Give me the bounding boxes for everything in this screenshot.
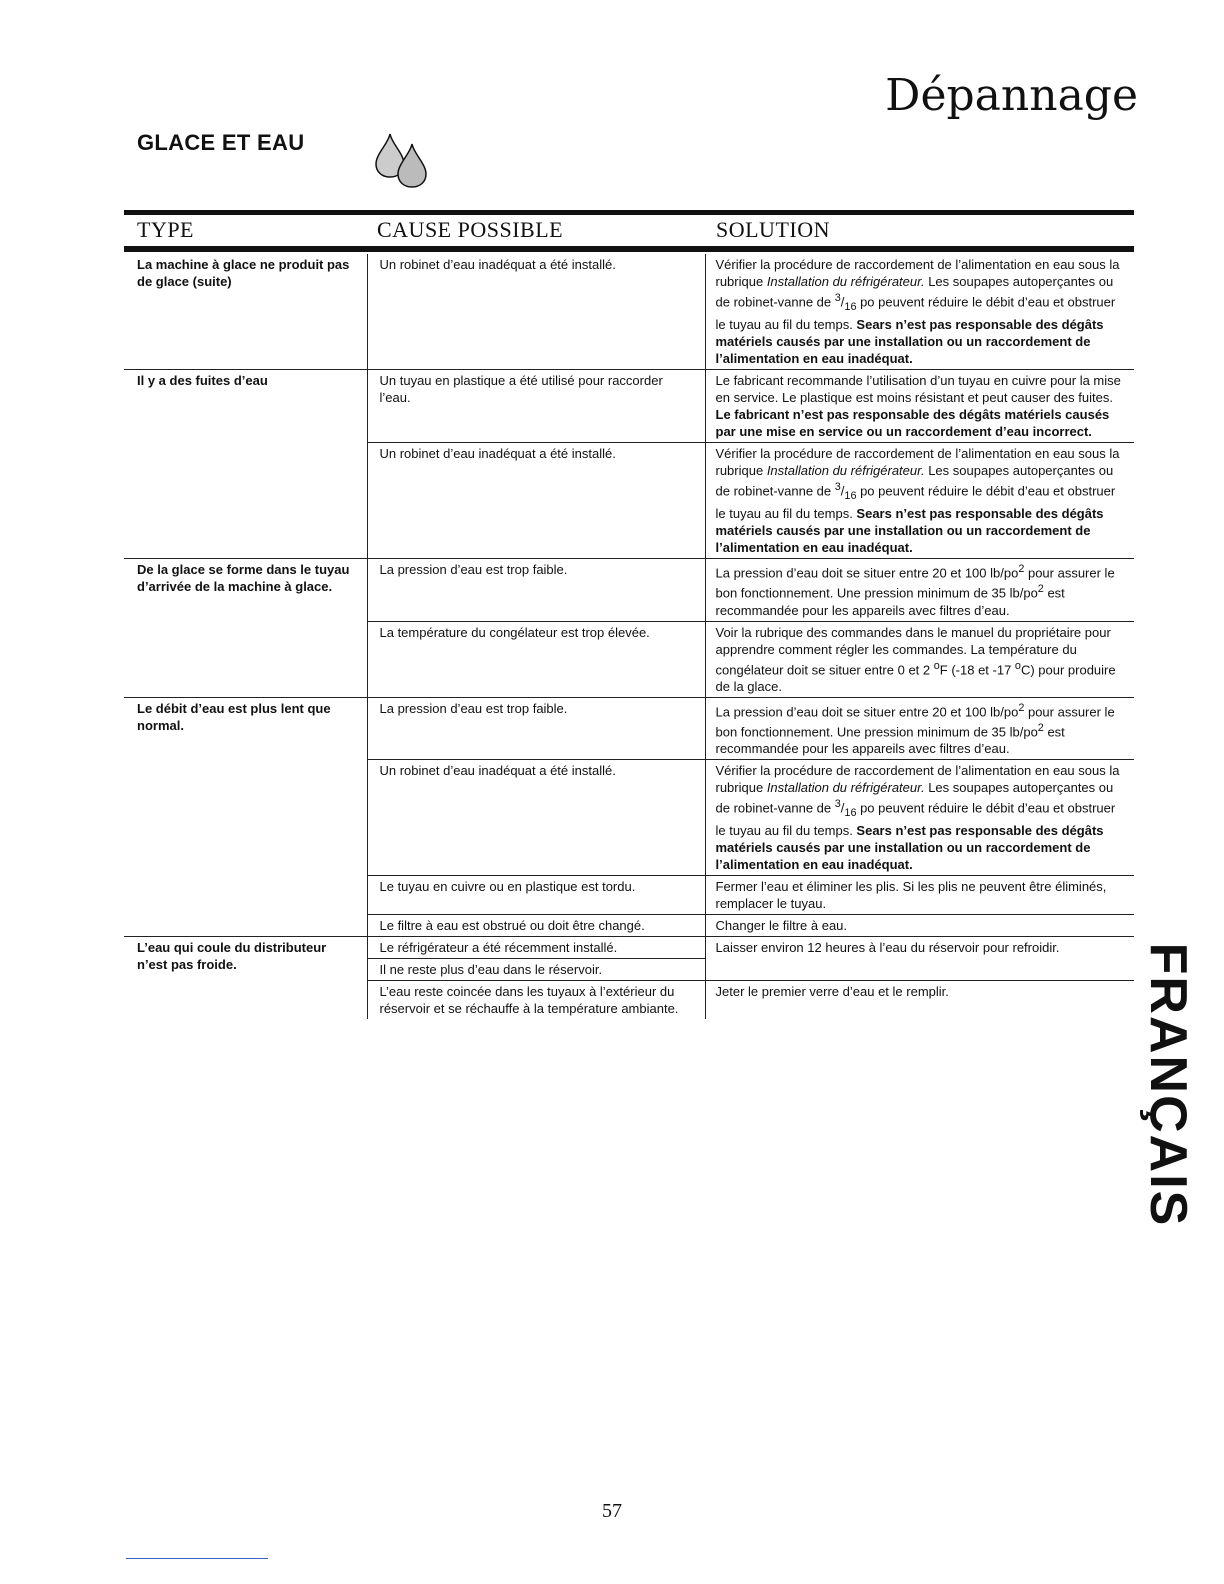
possible-cause: Il ne reste plus d’eau dans le réservoir.: [367, 959, 705, 981]
possible-cause: La température du congélateur est trop élevée.: [367, 621, 705, 697]
solution: Vérifier la procédure de raccordement de l’alimentation en eau sous la rubrique Installation du réfrigérateur. Les soupapes autoperçantes ou de robinet-vanne de $^3/_{16}$ po peuvent réduire le débit d’eau et obstruer le tuyau au fil du temps. Sears n’est pas responsable des dégâts matériels causés par une installation ou un raccordement de l’alimentation en eau inadéquat.: [705, 760, 1134, 876]
table-row: [124, 254, 1134, 369]
possible-cause: Un tuyau en plastique a été utilisé pour raccorder l’eau.: [367, 369, 705, 442]
solution: Laisser environ 12 heures à l’eau du réservoir pour refroidir.: [705, 937, 1134, 981]
solution: La pression d’eau doit se situer entre 20 et 100 $lb/po^2$ pour assurer le bon fonctionnement. Une pression minimum de 35 $lb/po^2$ est recommandée pour les appareils avec filtres d’eau.: [705, 697, 1134, 760]
problem-type: La machine à glace ne produit pas de glace (suite): [124, 254, 367, 369]
header-top-rule: [124, 210, 1134, 215]
possible-cause: La pression d’eau est trop faible.: [367, 558, 705, 621]
problem-type: Il y a des fuites d’eau: [124, 369, 367, 558]
possible-cause: Le filtre à eau est obstrué ou doit être changé.: [367, 915, 705, 937]
table-row: [124, 937, 1134, 959]
solution: Jeter le premier verre d’eau et le remplir.: [705, 981, 1134, 1020]
header-cause: CAUSE POSSIBLE: [377, 217, 564, 242]
table-row: [124, 697, 1134, 760]
solution: Vérifier la procédure de raccordement de l’alimentation en eau sous la rubrique Installation du réfrigérateur. Les soupapes autoperçantes ou de robinet-vanne de $^3/_{16}$ po peuvent réduire le débit d’eau et obstruer le tuyau au fil du temps. Sears n’est pas responsable des dégâts matériels causés par une installation ou un raccordement de l’alimentation en eau inadéquat.: [705, 254, 1134, 369]
table-row: [124, 369, 1134, 442]
section-title: GLACE ET EAU: [137, 130, 305, 155]
solution: Voir la rubrique des commandes dans le manuel du propriétaire pour apprendre comment régler les commandes. La température du congélateur doit se situer entre 0 et 2 $^o$F (-18 et -17 $^o$C) pour produire de la glace.: [705, 621, 1134, 697]
solution: La pression d’eau doit se situer entre 20 et 100 $lb/po^2$ pour assurer le bon fonctionnement. Une pression minimum de 35 $lb/po^2$ est recommandée pour les appareils avec filtres d’eau.: [705, 558, 1134, 621]
possible-cause: Un robinet d’eau inadéquat a été installé.: [367, 442, 705, 558]
possible-cause: Le tuyau en cuivre ou en plastique est tordu.: [367, 876, 705, 915]
possible-cause: L’eau reste coincée dans les tuyaux à l’extérieur du réservoir et se réchauffe à la température ambiante.: [367, 981, 705, 1020]
possible-cause: La pression d’eau est trop faible.: [367, 697, 705, 760]
header-solution: SOLUTION: [716, 217, 830, 242]
page-number: 57: [602, 1500, 622, 1522]
language-side-label: FRANÇAIS: [1139, 942, 1197, 1228]
possible-cause: Un robinet d’eau inadéquat a été installé.: [367, 760, 705, 876]
header-type: TYPE: [137, 217, 194, 242]
problem-type: L’eau qui coule du distributeur n’est pas froide.: [137, 940, 327, 973]
possible-cause: Le réfrigérateur a été récemment installé.: [367, 937, 705, 959]
water-drops-icon: [368, 128, 438, 190]
solution: Le fabricant recommande l’utilisation d’un tuyau en cuivre pour la mise en service. Le plastique est moins résistant et peut causer des fuites. Le fabricant n’est pas responsable des dégâts matériels causés par une mise en service ou un raccordement d’eau incorrect.: [705, 369, 1134, 442]
footer-rule: [126, 1558, 268, 1559]
table-row: [124, 558, 1134, 621]
problem-type: De la glace se forme dans le tuyau d’arrivée de la machine à glace.: [124, 558, 367, 697]
possible-cause: Un robinet d’eau inadéquat a été installé.: [367, 254, 705, 369]
solution: Changer le filtre à eau.: [705, 915, 1134, 937]
solution: Fermer l’eau et éliminer les plis. Si les plis ne peuvent être éliminés, remplacer le tuyau.: [705, 876, 1134, 915]
solution: Vérifier la procédure de raccordement de l’alimentation en eau sous la rubrique Installation du réfrigérateur. Les soupapes autoperçantes ou de robinet-vanne de $^3/_{16}$ po peuvent réduire le débit d’eau et obstruer le tuyau au fil du temps. Sears n’est pas responsable des dégâts matériels causés par une installation ou un raccordement de l’alimentation en eau inadéquat.: [705, 442, 1134, 558]
header-bottom-rule: [124, 246, 1134, 252]
problem-type: Le débit d’eau est plus lent que normal.: [124, 697, 367, 937]
troubleshooting-table: [124, 254, 1134, 1019]
page-title: Dépannage: [885, 70, 1138, 121]
